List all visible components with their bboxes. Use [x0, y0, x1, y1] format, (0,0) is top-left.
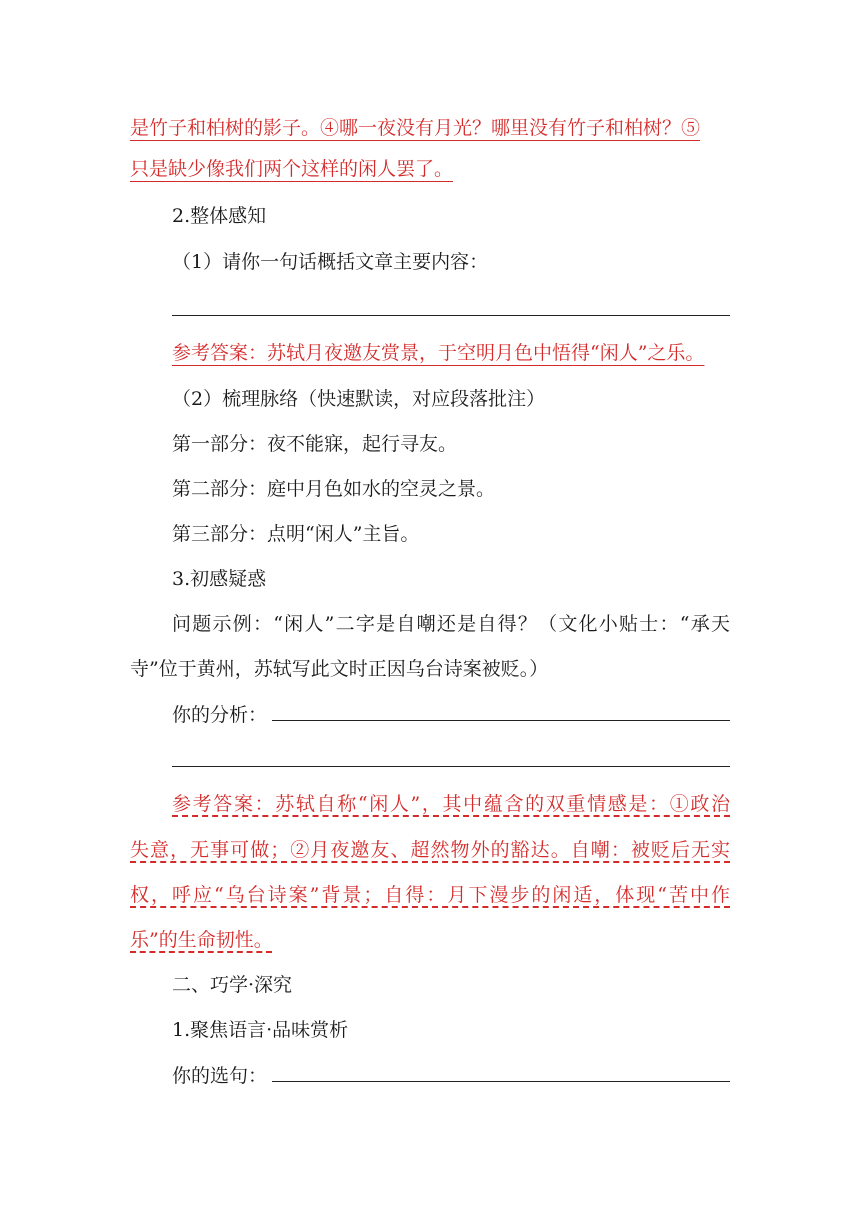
analysis-blank-line-1	[272, 720, 730, 721]
outline-part-1: 第一部分：夜不能寐，起行寻友。	[172, 433, 458, 455]
choice-blank-line	[272, 1081, 730, 1082]
question-example-line-1: 问题示例：“闲人”二字是自嘲还是自得？（文化小贴士：“承天	[172, 613, 730, 635]
section-heading-overall: 2.整体感知	[172, 205, 267, 227]
intro-answer-line-2: 只是缺少像我们两个这样的闲人罢了。	[130, 158, 454, 180]
analysis-blank-line-2	[172, 766, 730, 767]
answer-blank-line	[172, 315, 730, 316]
question-example-line-2: 寺”位于黄州，苏轼写此文时正因乌台诗案被贬。）	[130, 658, 549, 680]
language-focus-heading: 1.聚焦语言·品味赏析	[172, 1019, 349, 1041]
outline-part-2: 第二部分：庭中月色如水的空灵之景。	[172, 478, 496, 500]
analysis-answer-line-1: 参考答案：苏轼自称“闲人”，其中蕴含的双重情感是：①政治	[172, 793, 730, 815]
analysis-answer-line-4: 乐”的生命韧性。	[130, 929, 273, 951]
intro-answer-line-1: 是竹子和柏树的影子。④哪一夜没有月光？哪里没有竹子和柏树？⑤	[130, 117, 701, 139]
question-outline: （2）梳理脉络（快速默读，对应段落批注）	[172, 388, 546, 410]
choice-label: 你的选句：	[172, 1065, 268, 1087]
analysis-answer-line-3: 权，呼应“乌台诗案”背景；自得：月下漫步的闲适，体现“苦中作	[130, 884, 730, 906]
analysis-answer-line-2: 失意，无事可做；②月夜邀友、超然物外的豁达。自嘲：被贬后无实	[130, 839, 730, 861]
section-heading-doubts: 3.初感疑惑	[172, 568, 267, 590]
summary-reference-answer: 参考答案：苏轼月夜邀友赏景，于空明月色中悟得“闲人”之乐。	[172, 342, 705, 364]
outline-part-3: 第三部分：点明“闲人”主旨。	[172, 523, 420, 545]
part-two-heading: 二、巧学·深究	[172, 974, 293, 996]
question-summary: （1）请你一句话概括文章主要内容：	[172, 251, 489, 273]
analysis-label: 你的分析：	[172, 704, 268, 726]
